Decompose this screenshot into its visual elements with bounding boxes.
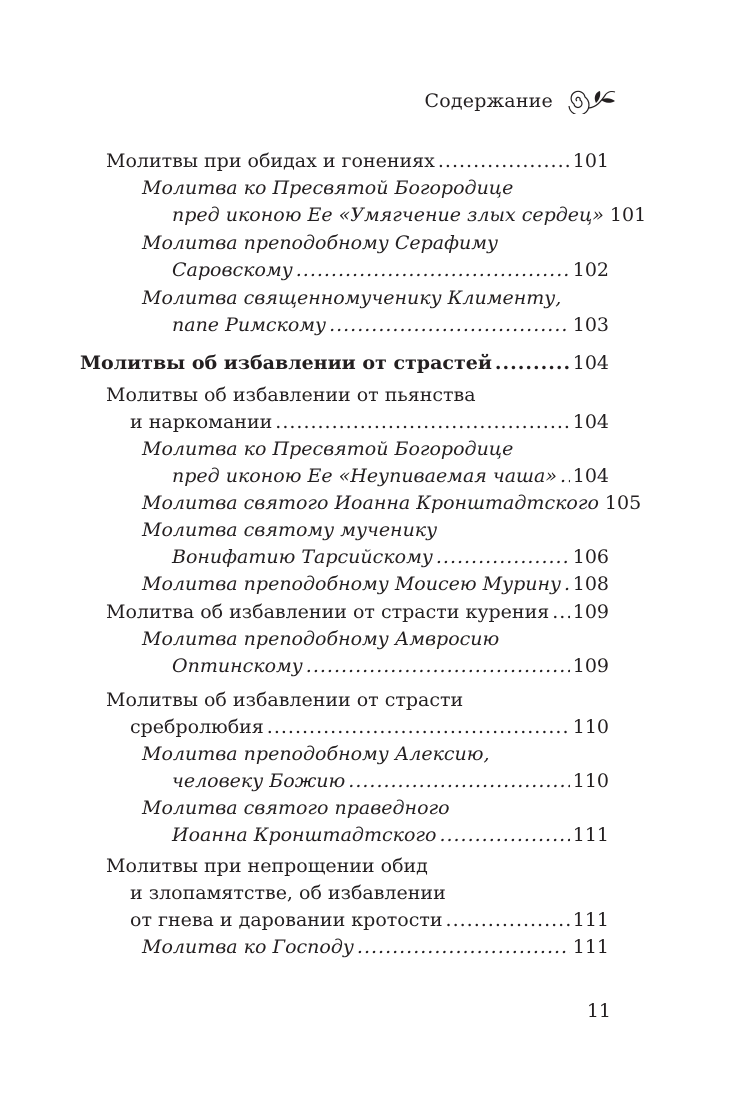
toc-section-heading[interactable]: Молитвы об избавлении от страстей ..... 104	[80, 350, 609, 377]
swirl-leaf-ornament-icon	[563, 88, 619, 114]
toc-entry[interactable]: Молитвы при обидах и гонениях ..... 101	[106, 148, 609, 175]
toc-entry[interactable]: от гнева и даровании кротости ..... 111	[130, 907, 609, 934]
toc-entry[interactable]: пред иконою Ее «Неупиваемая чаша» ..... 104	[172, 463, 609, 490]
toc-entry: Молитва преподобному Амвросию	[142, 628, 500, 650]
toc-entry[interactable]: сребролюбия ..... 110	[130, 714, 609, 741]
toc-entry: Молитвы об избавлении от страсти	[106, 689, 464, 711]
toc-entry: Молитва священномученику Клименту,	[142, 287, 562, 309]
toc-entry[interactable]: Молитва об избавлении от страсти курения ..... 109	[106, 599, 609, 626]
toc-entry[interactable]: Молитва ко Господу ..... 111	[142, 934, 609, 961]
toc-entry: Молитвы об избавлении от пьянства	[106, 384, 476, 406]
toc-entry: и злопамятстве, об избавлении	[130, 882, 446, 904]
toc-entry: Молитва святого праведного	[142, 797, 450, 819]
toc-entry: Молитва преподобному Алексию,	[142, 743, 490, 765]
toc-entry[interactable]: человеку Божию ..... 110	[172, 768, 609, 795]
toc-entry[interactable]: Вонифатию Тарсийскому ..... 106	[172, 544, 609, 571]
toc-entry[interactable]: и наркомании ..... 104	[130, 409, 609, 436]
toc-entry[interactable]: папе Римскому ..... 103	[172, 312, 609, 339]
page-number: 11	[586, 1000, 611, 1022]
toc-entry[interactable]: Оптинскому ..... 109	[172, 653, 609, 680]
toc-entry[interactable]: Иоанна Кронштадтского ..... 111	[172, 822, 609, 849]
header-title: Содержание	[424, 90, 553, 112]
toc-entry[interactable]: Молитва святого Иоанна Кронштадтского 105	[142, 492, 642, 514]
toc-entry[interactable]: пред иконою Ее «Умягчение злых сердец» 101	[172, 204, 647, 226]
toc-entry: Молитва преподобному Серафиму	[142, 232, 498, 254]
toc-entry[interactable]: Молитва преподобному Моисею Мурину ..... 108	[142, 571, 609, 598]
toc-entry[interactable]: Саровскому ..... 102	[172, 257, 609, 284]
toc-entry: Молитвы при непрощении обид	[106, 855, 428, 877]
toc-entry: Молитва ко Пресвятой Богородице	[142, 438, 514, 460]
running-header	[425, 88, 619, 114]
toc-entry: Молитва ко Пресвятой Богородице	[142, 177, 514, 199]
toc-entry: Молитва святому мученику	[142, 519, 438, 541]
